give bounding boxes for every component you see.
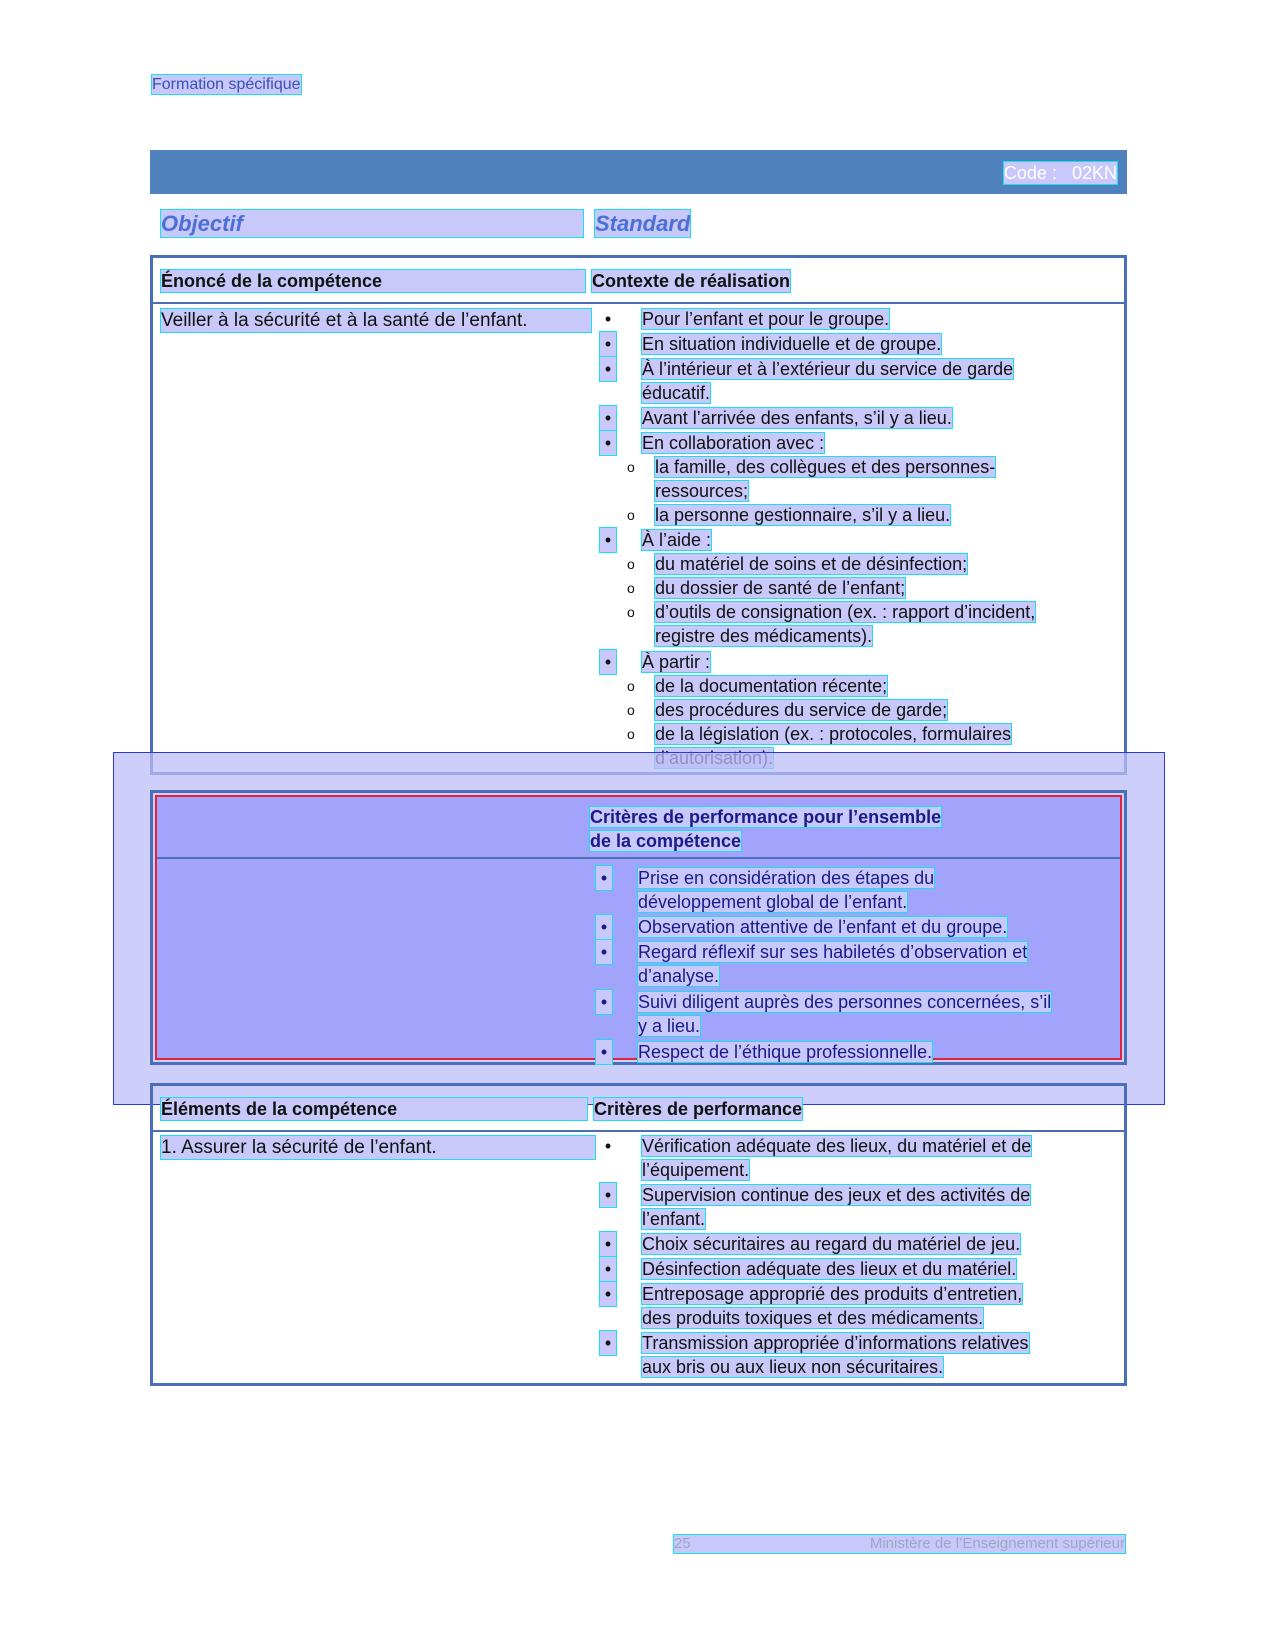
- list-item: • En situation individuelle et de groupe.: [642, 332, 941, 356]
- sub-list-item: o la famille, des collègues et des personnes- ressources;: [627, 457, 996, 501]
- competency-statement: Veiller à la sécurité et à la santé de l’enfant.: [161, 309, 591, 332]
- code-label: Code : 02KN: [1003, 163, 1117, 183]
- list-item: • Entreposage approprié des produits d’entretien, des produits toxiques et des médicaments.: [642, 1282, 1022, 1330]
- list-item: • Suivi diligent auprès des personnes concernées, s’il y a lieu.: [638, 990, 1051, 1038]
- competency-table: [150, 255, 1127, 775]
- competency-element: 1. Assurer la sécurité de l’enfant.: [161, 1136, 595, 1159]
- list-item: • À l’aide :: [642, 528, 711, 552]
- list-item: • Vérification adéquate des lieux, du matériel et de l’équipement.: [604, 1136, 1032, 1180]
- context-column-header: Contexte de réalisation: [592, 271, 791, 291]
- performance-column-header: Critères de performance: [594, 1099, 803, 1119]
- code-bar: [150, 150, 1127, 194]
- sub-list-item: o d’outils de consignation (ex. : rapport d’incident, registre des médicaments).: [627, 602, 1036, 646]
- standard-heading: Standard: [595, 211, 691, 236]
- sub-list-item: o du dossier de santé de l’enfant;: [627, 578, 906, 598]
- list-item: • Observation attentive de l’enfant et du groupe.: [638, 915, 1007, 939]
- running-header: Formation spécifique: [152, 76, 301, 93]
- page-number: 25: [674, 1535, 691, 1552]
- sub-list-item: o la personne gestionnaire, s’il y a lieu.: [627, 505, 951, 525]
- sub-list-item: o de la législation (ex. : protocoles, formulaires: [655, 722, 1113, 770]
- list-item: • À partir :: [642, 650, 710, 674]
- list-item: • Prise en considération des étapes du développement global de l’enfant.: [638, 866, 934, 914]
- list-item: • Choix sécuritaires au regard du matériel de jeu.: [642, 1232, 1020, 1256]
- objectif-heading: Objectif: [161, 210, 583, 237]
- sub-list-item: o de la documentation récente;: [627, 676, 888, 696]
- page-footer: [674, 1535, 1125, 1553]
- table-header-divider: [153, 1130, 1124, 1132]
- code-value: 02KN: [1071, 163, 1117, 183]
- list-item: • Pour l’enfant et pour le groupe.: [604, 309, 890, 329]
- sub-list-item: o du matériel de soins et de désinfection;: [627, 554, 968, 574]
- list-item: • En collaboration avec :: [642, 431, 824, 455]
- overall-criteria-title: Critères de performance pour l’ensemble de la compétence: [590, 807, 942, 851]
- list-item: • À l’intérieur et à l’extérieur du service de garde éducatif.: [642, 357, 1013, 405]
- list-item: • Regard réflexif sur ses habiletés d’observation et d’analyse.: [638, 940, 1027, 988]
- list-item: • Avant l’arrivée des enfants, s’il y a lieu.: [642, 406, 952, 430]
- sub-list-item: o des procédures du service de garde;: [627, 700, 948, 720]
- criteria-header-divider: [157, 857, 1120, 859]
- list-item: • Supervision continue des jeux et des activités de l’enfant.: [642, 1183, 1030, 1231]
- list-item: • Respect de l’éthique professionnelle.: [638, 1040, 932, 1064]
- ministry-name: Ministère de l’Enseignement supérieur: [869, 1535, 1125, 1552]
- table-header-divider: [153, 302, 1124, 304]
- statement-column-header: Énoncé de la compétence: [161, 270, 585, 292]
- list-item: • Désinfection adéquate des lieux et du matériel.: [642, 1257, 1016, 1281]
- list-item: • Transmission appropriée d’informations relatives aux bris ou aux lieux non sécuritaires.: [642, 1331, 1029, 1379]
- elements-column-header: Éléments de la compétence: [161, 1098, 587, 1120]
